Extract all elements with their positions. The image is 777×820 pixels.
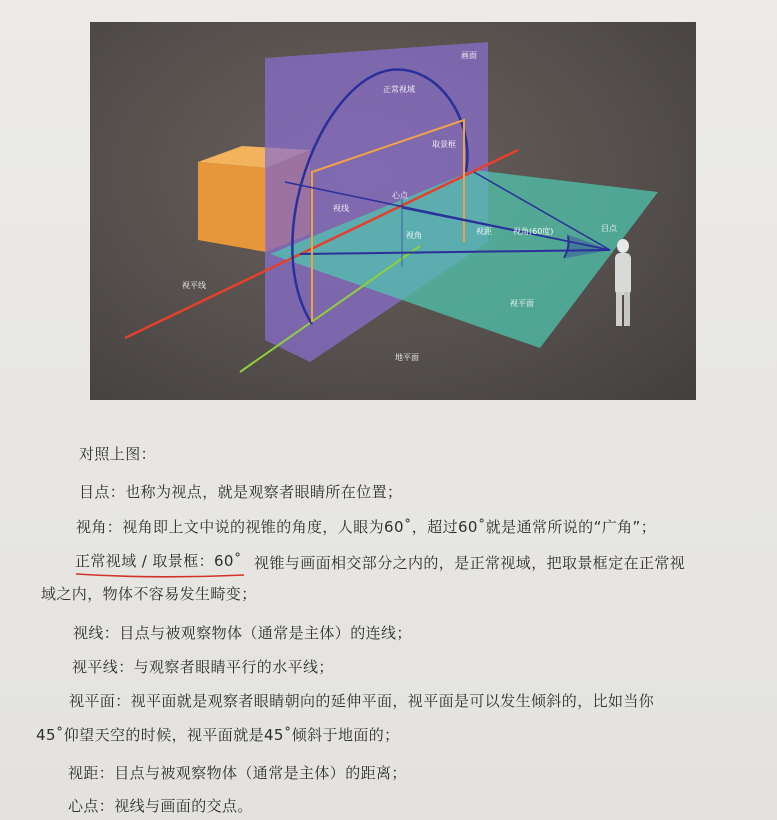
figure-leg-right	[624, 292, 630, 326]
red-pen-underline	[74, 571, 246, 579]
label-sight-line: 视线	[333, 204, 349, 213]
figure-head	[617, 239, 629, 253]
label-view-angle-short: 视角	[406, 231, 422, 240]
eye-point-line: 目点：也称为视点，就是观察者眼睛所在位置；	[79, 483, 403, 501]
cube-front	[198, 162, 266, 252]
label-eye-point: 目点	[601, 224, 617, 233]
diagram-drawing	[90, 22, 696, 400]
label-picture-plane: 画面	[461, 51, 477, 60]
label-normal-view-field: 正常视域	[383, 85, 415, 94]
label-ground-plane: 地平面	[395, 353, 419, 362]
normal-field-head: 正常视域 / 取景框：60˚	[75, 552, 242, 570]
figure-leg-left	[616, 292, 622, 326]
label-viewfinder: 取景框	[432, 140, 456, 149]
view-plane-cont: 45˚仰望天空的时候，视平面就是45˚倾斜于地面的；	[36, 726, 400, 744]
label-view-distance: 视距	[476, 227, 492, 236]
intro-line: 对照上图：	[79, 445, 157, 463]
normal-field-rest: 视锥与画面相交部分之内的，是正常视域，把取景框定在正常视	[254, 554, 686, 572]
perspective-diagram	[90, 22, 696, 400]
sight-line-line: 视线：目点与被观察物体（通常是主体）的连线；	[73, 624, 412, 642]
view-plane-line: 视平面：视平面就是观察者眼睛朝向的延伸平面，视平面是可以发生倾斜的，比如当你	[69, 692, 655, 710]
view-angle-line: 视角：视角即上文中说的视锥的角度，人眼为60˚，超过60˚就是通常所说的“广角”；	[76, 518, 657, 536]
label-view-angle-60: 视角(60度)	[513, 227, 554, 236]
normal-field-cont: 域之内，物体不容易发生畸变；	[41, 585, 257, 603]
view-distance-line: 视距：目点与被观察物体（通常是主体）的距离；	[68, 764, 407, 782]
horizon-line-line: 视平线：与观察者眼睛平行的水平线；	[72, 658, 334, 676]
figure-body	[615, 253, 631, 295]
label-view-plane: 视平面	[510, 299, 534, 308]
label-horizon-line: 视平线	[182, 281, 206, 290]
label-center-point: 心点	[392, 191, 408, 200]
center-point-line: 心点：视线与画面的交点。	[68, 797, 253, 815]
